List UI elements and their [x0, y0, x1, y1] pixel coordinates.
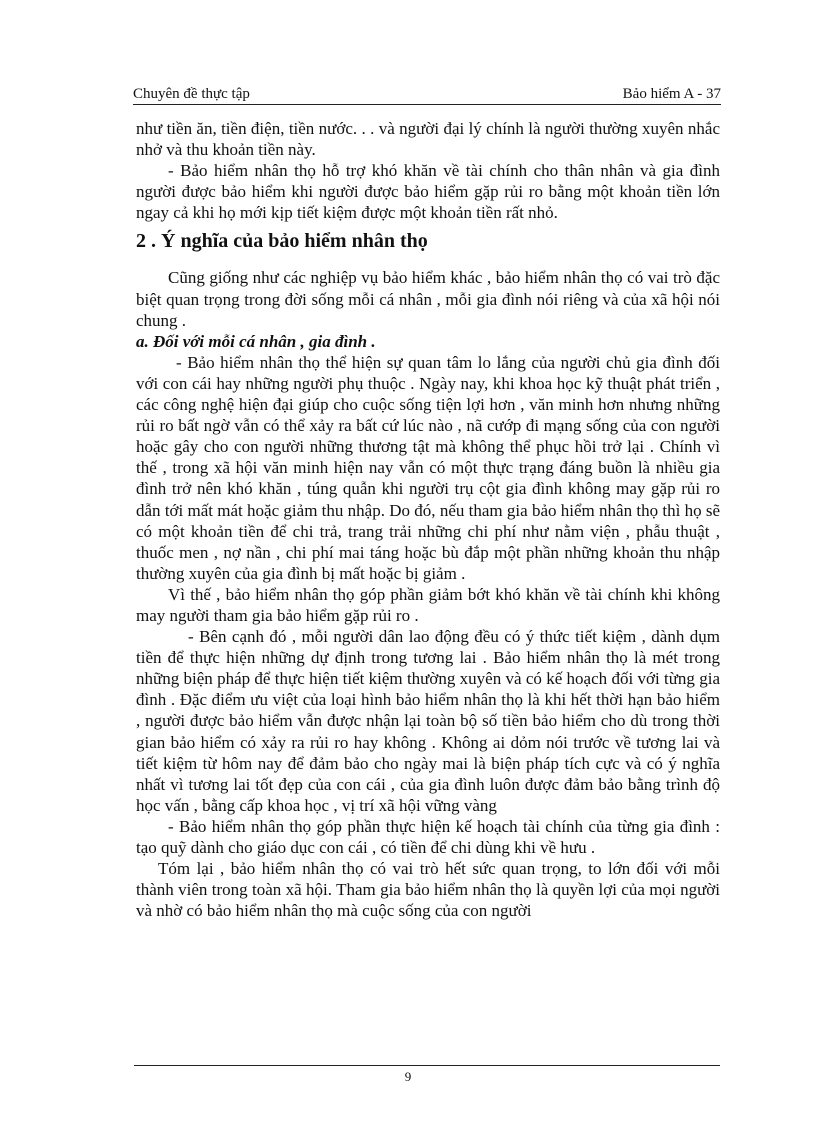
subheading-individual-family: a. Đối với mỗi cá nhân , gia đình .	[136, 331, 376, 351]
page-number: 9	[404, 1069, 412, 1084]
paragraph-intro: Cũng giống như các nghiệp vụ bảo hiểm khác , bảo hiểm nhân thọ có vai trò đặc biệt quan trọng trong đời sống mỗi cá nhân , mỗi gia đình nói riêng và của xã hội nói chung .	[136, 268, 720, 330]
paragraph-therefore: Vì thế , bảo hiểm nhân thọ góp phần giảm bớt khó khăn về tài chính khi không may người tham gia bảo hiểm gặp rủi ro .	[136, 584, 720, 625]
paragraph-conclusion: Tóm lại , bảo hiểm nhân thọ có vai trò hết sức quan trọng, to lớn đối với mỗi thành viên trong toàn xã hội. Tham gia bảo hiểm nhân thọ là quyền lợi của mọi người và nhờ có bảo hiểm nhân thọ mà cuộc sống của con người	[136, 859, 720, 921]
paragraph-savings: - Bên cạnh đó , mỗi người dân lao động đều có ý thức tiết kiệm , dành dụm tiền để thực hiện những dự định trong tương lai . Bảo hiểm nhân thọ là mét trong những biện pháp để thực hiện tiết kiệm thường xuyên và có kế hoạch đối với từng gia đình . Đặc điểm ưu việt của loại hình bảo hiểm nhân thọ là khi hết thời hạn bảo hiểm , người được bảo hiểm vẫn được nhận lại toàn bộ số tiền bảo hiểm cho dù trong thời gian bảo hiểm có xảy ra rủi ro hay không . Không ai dỏm nói trước về tương lai và tiết kiệm từ hôm nay để đảm bảo cho ngày mai là biện pháp tích cực và có ý nghĩa nhất vì tương lai tốt đẹp của con cái , của gia đình luôn được đảm bảo bằng trình độ học vấn , bằng cấp khoa học , vị trí xã hội vững vàng	[136, 627, 720, 815]
header-left-text: Chuyên đề thực tập	[133, 86, 250, 102]
section-title: 2 . Ý nghĩa của bảo hiểm nhân thọ	[136, 230, 428, 253]
paragraph-care: - Bảo hiểm nhân thọ thể hiện sự quan tâm lo lắng của người chủ gia đình đối với con cái hay những người phụ thuộc . Ngày nay, khi khoa học kỹ thuật phát triển , các công nghệ hiện đại giúp cho cuộc sống tiện lợi hơn , văn minh hơn nhưng những rủi ro bất ngờ vẫn có thể xảy ra bất cứ lúc nào , nã cướp đi mạng sống của con người hoặc gây cho con người những thương tật mà không thể phục hồi trở lại . Chính vì thế , trong xã hội văn minh hiện nay vẫn có một thực trạng đáng buồn là nhiều gia đình trở nên khó khăn , túng quẫn khi người trụ cột gia đình không may gặp rủi ro dẫn tới mất mát hoặc giảm thu nhập. Do đó, nếu tham gia bảo hiểm nhân thọ thì họ sẽ có một khoản tiền để chi trả, trang trải những chi phí như nằm viện , phẫu thuật , thuốc men , nợ nần , chi phí mai táng hoặc bù đắp một phần những khoản thu nhập thường xuyên của gia đình bị mất hoặc bị giảm .	[136, 352, 720, 583]
document-body	[136, 118, 720, 921]
header-right-text: Bảo hiểm A - 37	[622, 86, 721, 102]
footer-divider	[134, 1065, 720, 1066]
paragraph-continuation: như tiền ăn, tiền điện, tiền nước. . . và người đại lý chính là người thường xuyên nhắc nhở và thu khoản tiền này.	[136, 119, 720, 160]
paragraph-financial-plan: - Bảo hiểm nhân thọ góp phần thực hiện kế hoạch tài chính của từng gia đình : tạo quỹ dành cho giáo dục con cái , có tiền để chi dùng khi về hưu .	[136, 816, 720, 857]
paragraph-financial-support: - Bảo hiểm nhân thọ hỗ trợ khó khăn về tài chính cho thân nhân và gia đình người được bảo hiểm khi người được bảo hiểm gặp rủi ro bằng một khoản tiền lớn ngay cả khi họ mới kịp tiết kiệm được một khoản tiền rất nhỏ.	[136, 161, 720, 223]
page-header	[133, 86, 721, 105]
